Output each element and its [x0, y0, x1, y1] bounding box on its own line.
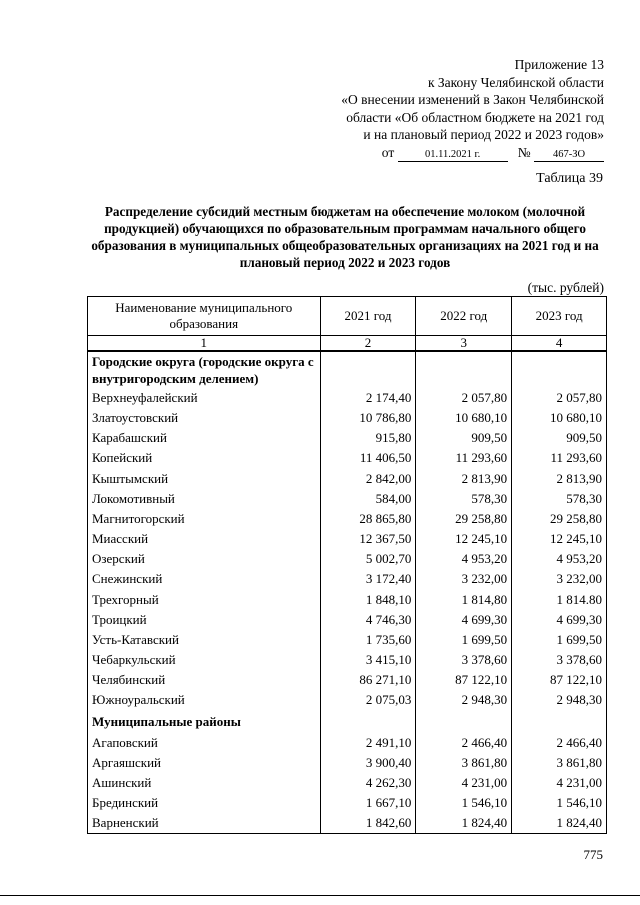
- document-title: Распределение субсидий местным бюджетам на обеспечение молоком (молочной продукцией) обучающихся по образовательным программам начального общего образования в муниципальных общеобразовательных организациях на 2021 год и на плановый период 2022 и 2023 годов: [91, 204, 599, 270]
- subsidy-value: 87 122,10: [512, 670, 607, 690]
- group-name: Муниципальные районы: [88, 711, 321, 733]
- col-number: 2: [320, 336, 416, 352]
- subsidy-value: 87 122,10: [416, 670, 512, 690]
- subsidy-value: 28 865,80: [320, 509, 416, 529]
- subsidy-value: 3 172,40: [320, 569, 416, 589]
- subsidy-value: 578,30: [416, 489, 512, 509]
- empty-cell: [320, 351, 416, 388]
- appendix-line: Приложение 13: [514, 57, 604, 72]
- table-row: [88, 509, 607, 529]
- municipality-name: Кыштымский: [88, 469, 321, 489]
- empty-cell: [416, 711, 512, 733]
- subsidy-value: 11 293,60: [512, 448, 607, 468]
- subsidy-value: 4 231,00: [512, 773, 607, 793]
- subsidy-value: 12 245,10: [512, 529, 607, 549]
- page-number: 775: [583, 847, 603, 862]
- subsidy-value: 909,50: [416, 428, 512, 448]
- subsidy-value: 2 813,90: [416, 469, 512, 489]
- subsidy-value: 1 814.80: [512, 590, 607, 610]
- subsidy-value: 578,30: [512, 489, 607, 509]
- municipality-name: Трехгорный: [88, 590, 321, 610]
- table-row: [88, 670, 607, 690]
- subsidy-value: 3 232,00: [416, 569, 512, 589]
- subsidy-value: 2 174,40: [320, 388, 416, 408]
- municipality-name: Троицкий: [88, 610, 321, 630]
- subsidy-value: 2 466,40: [512, 733, 607, 753]
- table-row: [88, 408, 607, 428]
- subsidy-value: 1 848,10: [320, 590, 416, 610]
- municipality-name: Магнитогорский: [88, 509, 321, 529]
- subsidy-value: 86 271,10: [320, 670, 416, 690]
- subsidy-value: 4 699,30: [512, 610, 607, 630]
- subsidy-value: 1 699,50: [416, 630, 512, 650]
- municipality-name: Агаповский: [88, 733, 321, 753]
- subsidy-value: 3 378,60: [512, 650, 607, 670]
- table-row: [88, 793, 607, 813]
- table-row: [88, 569, 607, 589]
- subsidy-value: 915,80: [320, 428, 416, 448]
- municipality-name: Ашинский: [88, 773, 321, 793]
- subsidy-value: 29 258,80: [512, 509, 607, 529]
- subsidy-value: 1 824,40: [512, 813, 607, 834]
- subsidy-value: 2 491,10: [320, 733, 416, 753]
- subsidy-value: 1 735,60: [320, 630, 416, 650]
- subsidy-value: 4 262,30: [320, 773, 416, 793]
- municipality-name: Снежинский: [88, 569, 321, 589]
- table-row: [88, 650, 607, 670]
- subsidy-value: 584,00: [320, 489, 416, 509]
- subsidy-value: 2 075,03: [320, 690, 416, 710]
- header-municipality: Наименование муниципального образования: [88, 297, 321, 336]
- table-row: [88, 489, 607, 509]
- law-signature-line: [284, 144, 604, 162]
- municipality-name: Брединский: [88, 793, 321, 813]
- subsidy-value: 1 667,10: [320, 793, 416, 813]
- subsidy-value: 10 786,80: [320, 408, 416, 428]
- bottom-rule: [0, 895, 640, 896]
- table-row: [88, 773, 607, 793]
- table-row: [88, 448, 607, 468]
- municipality-name: Чебаркульский: [88, 650, 321, 670]
- subsidy-value: 3 415,10: [320, 650, 416, 670]
- col-number: 3: [416, 336, 512, 352]
- subsidy-value: 1 546,10: [512, 793, 607, 813]
- municipality-name: Усть-Катавский: [88, 630, 321, 650]
- table-row: [88, 428, 607, 448]
- subsidy-value: 1 814,80: [416, 590, 512, 610]
- subsidy-value: 4 746,30: [320, 610, 416, 630]
- from-label: от: [381, 144, 395, 160]
- subsidy-value: 3 861,80: [512, 753, 607, 773]
- number-label: №: [517, 144, 531, 160]
- empty-cell: [416, 351, 512, 388]
- subsidy-value: 3 900,40: [320, 753, 416, 773]
- subsidy-value: 909,50: [512, 428, 607, 448]
- subsidy-table: [87, 296, 607, 834]
- subsidy-value: 29 258,80: [416, 509, 512, 529]
- appendix-line: «О внесении изменений в Закон Челябинской: [341, 92, 604, 108]
- law-date: 01.11.2021 г.: [398, 149, 508, 162]
- subsidy-value: 2 948,30: [416, 690, 512, 710]
- subsidy-value: 3 378,60: [416, 650, 512, 670]
- table-row: [88, 529, 607, 549]
- municipality-name: Южноуральский: [88, 690, 321, 710]
- municipality-name: Локомотивный: [88, 489, 321, 509]
- col-number: 4: [512, 336, 607, 352]
- municipality-name: Златоустовский: [88, 408, 321, 428]
- subsidy-value: 12 367,50: [320, 529, 416, 549]
- table-row: [88, 630, 607, 650]
- subsidy-value: 10 680,10: [416, 408, 512, 428]
- municipality-name: Озерский: [88, 549, 321, 569]
- subsidy-value: 3 232,00: [512, 569, 607, 589]
- table-row: [88, 813, 607, 834]
- header-2021: 2021 год: [320, 297, 416, 336]
- subsidy-value: 2 466,40: [416, 733, 512, 753]
- subsidy-value: 11 406,50: [320, 448, 416, 468]
- municipality-name: Верхнеуфалейский: [88, 388, 321, 408]
- subsidy-value: 1 842,60: [320, 813, 416, 834]
- subsidy-value: 1 699,50: [512, 630, 607, 650]
- empty-cell: [512, 711, 607, 733]
- col-number: 1: [88, 336, 321, 352]
- municipality-name: Аргаяшский: [88, 753, 321, 773]
- table-label: Таблица 39: [536, 171, 603, 186]
- group-name: Городские округа (городские округа с внутригородским делением): [88, 351, 321, 388]
- group-row: [88, 351, 607, 388]
- empty-cell: [512, 351, 607, 388]
- header-2022: 2022 год: [416, 297, 512, 336]
- appendix-line: области «Об областном бюджете на 2021 год: [346, 109, 604, 125]
- municipality-name: Варненский: [88, 813, 321, 834]
- subsidy-value: 2 057,80: [416, 388, 512, 408]
- subsidy-value: 2 842,00: [320, 469, 416, 489]
- municipality-name: Карабашский: [88, 428, 321, 448]
- subsidy-value: 5 002,70: [320, 549, 416, 569]
- subsidy-value: 4 699,30: [416, 610, 512, 630]
- table-row: [88, 388, 607, 408]
- subsidy-value: 4 953,20: [512, 549, 607, 569]
- subsidy-value: 10 680,10: [512, 408, 607, 428]
- subsidy-value: 11 293,60: [416, 448, 512, 468]
- table-row: [88, 610, 607, 630]
- appendix-line: и на плановый период 2022 и 2023 годов»: [363, 127, 604, 143]
- subsidy-value: 4 953,20: [416, 549, 512, 569]
- table-row: [88, 549, 607, 569]
- header-2023: 2023 год: [512, 297, 607, 336]
- table-row: [88, 753, 607, 773]
- subsidy-value: 2 813,90: [512, 469, 607, 489]
- subsidy-value: 12 245,10: [416, 529, 512, 549]
- municipality-name: Челябинский: [88, 670, 321, 690]
- table-row: [88, 590, 607, 610]
- empty-cell: [320, 711, 416, 733]
- municipality-name: Миасский: [88, 529, 321, 549]
- units-label: (тыс. рублей): [527, 280, 604, 295]
- table-row: [88, 469, 607, 489]
- subsidy-value: 2 948,30: [512, 690, 607, 710]
- subsidy-value: 3 861,80: [416, 753, 512, 773]
- appendix-block: [284, 56, 604, 162]
- municipality-name: Копейский: [88, 448, 321, 468]
- subsidy-value: 2 057,80: [512, 388, 607, 408]
- appendix-line: к Закону Челябинской области: [427, 74, 604, 90]
- subsidy-value: 1 546,10: [416, 793, 512, 813]
- table-row: [88, 690, 607, 710]
- table-row: [88, 733, 607, 753]
- subsidy-value: 1 824,40: [416, 813, 512, 834]
- group-row: [88, 711, 607, 733]
- law-number: 467-ЗО: [534, 149, 604, 162]
- subsidy-value: 4 231,00: [416, 773, 512, 793]
